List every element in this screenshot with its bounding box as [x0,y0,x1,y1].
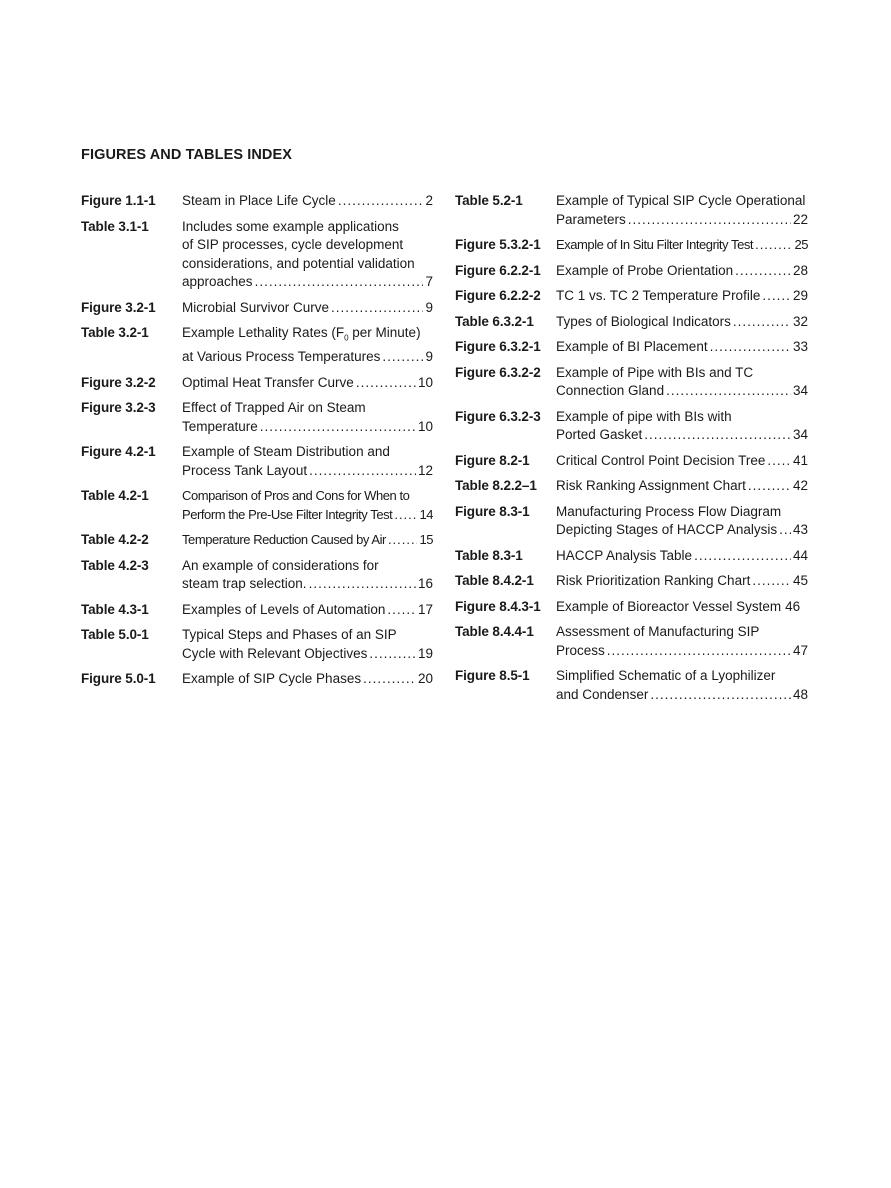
page-number: 47 [792,642,808,658]
entry-label: Figure 8.2-1 [455,452,530,468]
index-heading: FIGURES AND TABLES INDEX [81,147,293,163]
entry-leader: TC 1 vs. TC 2 Temperature Profile ..... 29 [556,287,808,306]
entry-label: Table 8.4.4-1 [455,624,534,639]
entry-caption: Manufacturing Process Flow Diagram Depicting Stages of HACCP Analysis ..... 43 [556,503,808,540]
page-number: 17 [417,601,433,617]
entry-label: Table 4.3-1 [81,601,149,617]
entry-label: Table 5.2-1 [455,193,523,208]
entry-label: Figure 8.3-1 [455,503,530,519]
entry-caption: Example of Typical SIP Cycle Operational Parameters ..... 22 [556,192,808,229]
entry-caption: Typical Steps and Phases of an SIP Cycle with Relevant Objectives ..... 19 [182,626,433,663]
entry-label: Table 8.2.2–1 [455,478,537,493]
entry-caption: Example Lethality Rates ($F_0$ per Minute) at Various Process Temperatures ..... 9 [182,324,433,367]
entry-label: Figure 6.2.2-2 [455,288,541,303]
page-number: 41 [792,452,808,468]
page-number: 9 [425,299,433,315]
entry-leader: Types of Biological Indicators ..... 32 [556,313,808,332]
index-entry [455,338,808,357]
entry-label: Table 3.2-1 [81,325,149,340]
index-entry [455,452,808,471]
entry-leader: HACCP Analysis Table ..... 44 [556,547,808,566]
index-entry [81,601,433,620]
entry-leader: Risk Prioritization Ranking Chart ..... 45 [556,572,808,591]
page-number: 15 [419,532,433,548]
index-entry [455,192,808,229]
entry-label: Figure 8.4.3-1 [455,598,541,614]
entry-label: Table 8.3-1 [455,547,523,563]
entry-leader: Optimal Heat Transfer Curve ..... 10 [182,374,433,393]
entry-caption [556,598,808,617]
entry-leader: Cycle with Relevant Objectives ..... 19 [182,645,433,664]
page-number: 25 [794,237,808,252]
index-entry [81,531,433,550]
entry-caption [182,299,433,318]
index-entry [455,598,808,617]
index-entry [81,487,433,524]
entry-caption [556,477,808,496]
index-entry [455,547,808,566]
entry-caption: Effect of Trapped Air on Steam Temperature ..... 10 [182,399,433,436]
entry-leader: Temperature ..... 10 [182,418,433,437]
entry-caption [182,670,433,689]
entry-leader: Example of Bioreactor Vessel System 46 [556,598,808,617]
entry-caption [556,313,808,332]
entry-caption [182,601,433,620]
entry-leader: Connection Gland ..... 34 [556,382,808,401]
index-entry [81,218,433,292]
page-number: 45 [792,573,808,588]
entry-leader: Microbial Survivor Curve ..... 9 [182,299,433,318]
entry-leader: Process Tank Layout ..... 12 [182,462,433,481]
index-column-left [81,192,433,696]
page-number: 33 [792,339,808,354]
entry-caption [182,374,433,393]
page-number: 43 [792,522,808,537]
index-entry [455,262,808,281]
entry-caption: An example of considerations for steam trap selection. ..... 16 [182,557,433,594]
entry-caption: Includes some example applications of SIP processes, cycle development considerations, and potential validation approaches ..... 7 [182,218,433,292]
entry-label: Figure 1.1-1 [81,193,156,208]
entry-caption [556,452,808,471]
entry-label: Table 4.2-1 [81,488,149,504]
index-entry [455,477,808,496]
entry-label: Table 3.1-1 [81,218,149,234]
page-number: 34 [792,383,808,398]
entry-leader: Risk Ranking Assignment Chart ..... 42 [556,477,808,496]
entry-caption: Example of Pipe with BIs and TC Connection Gland ..... 34 [556,364,808,401]
index-entry [455,313,808,332]
entry-label: Figure 6.3.2-2 [455,364,541,380]
entry-leader: and Condenser ..... 48 [556,686,808,705]
page-number: 32 [792,313,808,329]
index-entry [455,572,808,591]
entry-label: Figure 5.3.2-1 [455,237,541,252]
entry-leader: Ported Gasket ..... 34 [556,426,808,445]
entry-label: Table 6.3.2-1 [455,313,534,329]
entry-caption [182,192,433,211]
entry-label: Table 5.0-1 [81,627,149,643]
entry-leader: Critical Control Point Decision Tree ..... 41 [556,452,808,471]
index-entry [81,374,433,393]
page-number: 28 [792,262,808,278]
entry-leader: Parameters ..... 22 [556,211,808,230]
index-entry [455,364,808,401]
entry-label: Figure 3.2-3 [81,400,156,416]
entry-leader: Steam in Place Life Cycle ..... 2 [182,192,433,211]
index-entry [455,408,808,445]
entry-caption [556,262,808,281]
entry-caption: Assessment of Manufacturing SIP Process ..... 47 [556,623,808,660]
entry-caption: Example of pipe with BIs with Ported Gasket ..... 34 [556,408,808,445]
page-number: 20 [417,671,433,687]
page-number: 7 [425,274,433,289]
index-entry [81,557,433,594]
entry-caption [182,531,433,550]
entry-leader: Example of BI Placement ..... 33 [556,338,808,357]
page-number: 29 [792,288,808,303]
entry-caption [556,572,808,591]
entry-leader: Examples of Levels of Automation ..... 17 [182,601,433,620]
page-number: 42 [792,478,808,493]
entry-label: Table 4.2-3 [81,557,149,573]
page-number: 16 [417,576,433,592]
entry-label: Figure 4.2-1 [81,444,156,460]
entry-label: Figure 5.0-1 [81,671,156,687]
page-number: 44 [792,547,808,563]
index-entry [81,192,433,211]
index-entry [455,503,808,540]
page-number: 46 [785,598,801,614]
entry-caption [556,338,808,357]
entry-leader: approaches ..... 7 [182,273,433,292]
index-entry [455,236,808,255]
index-entry [455,667,808,704]
index-entry [81,443,433,480]
index-entry [81,324,433,367]
entry-caption [556,236,808,255]
entry-label: Figure 3.2-1 [81,299,156,315]
index-entry [81,299,433,318]
entry-caption [556,547,808,566]
page-number: 2 [425,193,433,208]
index-entry [455,287,808,306]
index-column-right [455,192,808,711]
entry-leader: Example of SIP Cycle Phases ..... 20 [182,670,433,689]
page-number: 9 [425,349,433,365]
page-number: 12 [417,462,433,478]
entry-caption [556,287,808,306]
page-number: 10 [417,418,433,434]
index-entry [81,626,433,663]
entry-caption: Simplified Schematic of a Lyophilizer and Condenser ..... 48 [556,667,808,704]
entry-label: Figure 6.3.2-3 [455,408,541,424]
entry-caption: Comparison of Pros and Cons for When to Perform the Pre-Use Filter Integrity Test ..... 14 [182,487,433,524]
entry-label: Figure 8.5-1 [455,668,530,683]
entry-label: Figure 6.3.2-1 [455,339,541,354]
entry-label: Table 4.2-2 [81,532,149,548]
entry-leader: Perform the Pre-Use Filter Integrity Test ..... 14 [182,506,433,525]
entry-leader: Example of In Situ Filter Integrity Test ..... 25 [556,236,808,255]
page-number: 48 [792,686,808,702]
page-number: 19 [417,645,433,661]
index-entry [455,623,808,660]
page-number: 34 [792,427,808,442]
entry-leader: Example of Probe Orientation ..... 28 [556,262,808,281]
entry-caption: Example of Steam Distribution and Process Tank Layout ..... 12 [182,443,433,480]
index-entry [81,670,433,689]
index-entry [81,399,433,436]
page-number: 10 [417,374,433,390]
entry-label: Figure 3.2-2 [81,374,156,390]
page-number: 22 [792,211,808,227]
page-number: 14 [419,506,433,522]
entry-leader: Depicting Stages of HACCP Analysis ..... 43 [556,521,808,540]
entry-leader: steam trap selection. ..... 16 [182,575,433,594]
entry-leader: Process ..... 47 [556,642,808,661]
entry-leader: at Various Process Temperatures ..... 9 [182,348,433,367]
entry-label: Table 8.4.2-1 [455,573,534,588]
entry-leader: Temperature Reduction Caused by Air ..... 15 [182,531,433,550]
entry-label: Figure 6.2.2-1 [455,262,541,278]
